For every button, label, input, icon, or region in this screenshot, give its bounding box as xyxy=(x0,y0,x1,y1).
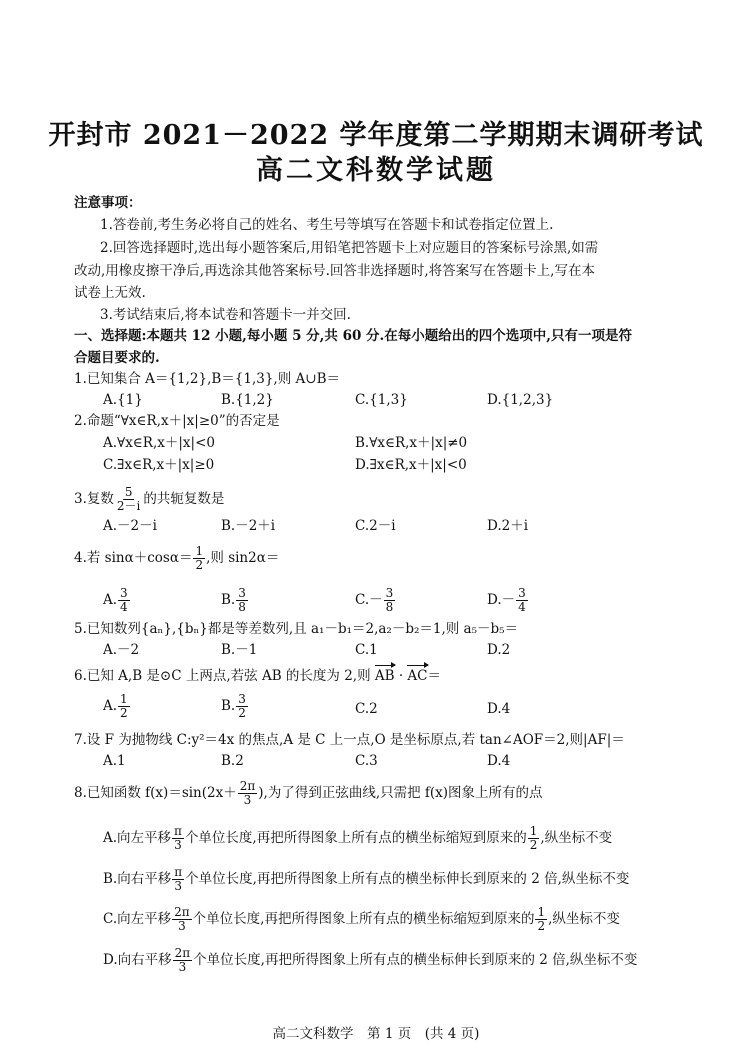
notice-item-3: 3.考试结束后,将本试卷和答题卡一并交回. xyxy=(100,307,351,323)
notice-item-2-cont: 改动,用橡皮擦干净后,再选涂其他答案标号.回答非选择题时,将答案写在答题卡上,写在本 xyxy=(74,263,595,279)
q8-option-b: B.向右平移 $\frac{\pi}{3}$ 个单位长度,再把所得图象上所有点的横坐标伸长到原来的 2 倍,纵坐标不变 xyxy=(103,865,630,893)
q3-option-a: A.－2－i xyxy=(103,518,157,534)
exam-title: 开封市 2021－2022 学年度第二学期期末调研考试 xyxy=(48,120,704,151)
q6-option-a: A. $\frac{1}{2}$ xyxy=(103,692,128,720)
q6-option-d: D.4 xyxy=(487,701,511,717)
section-heading: 一、选择题:本题共 12 小题,每小题 5 分,共 60 分.在每小题给出的四个选项中,只有一项是符 xyxy=(74,328,632,344)
question-1-stem: 1.已知集合 A＝{1,2},B＝{1,3},则 A∪B＝ xyxy=(74,371,340,387)
question-5-stem: 5.已知数列{aₙ},{bₙ}都是等差数列,且 a₁－b₁＝2,a₂－b₂＝1,则 a₅－b₅＝ xyxy=(74,621,519,637)
q7-option-c: C.3 xyxy=(355,753,378,769)
question-8-stem: 8.已知函数 f(x)＝sin(2x＋ $\frac{2\pi}{3}$ ),为了得到正弦曲线,只需把 f(x)图象上所有的点 xyxy=(74,779,543,807)
vector-ab: AB xyxy=(374,668,395,684)
q4-option-d: D.－ $\frac{3}{4}$ xyxy=(487,586,526,614)
q1-option-c: C.{1,3} xyxy=(355,392,408,408)
q8-option-d: D.向右平移 $\frac{2\pi}{3}$ 个单位长度,再把所得图象上所有点的横坐标伸长到原来的 2 倍,纵坐标不变 xyxy=(103,946,638,974)
q3-option-d: D.2＋i xyxy=(487,518,529,534)
q4-option-b: B. $\frac{3}{8}$ xyxy=(221,586,246,614)
q2-option-a: A.∀x∈R,x＋|x|<0 xyxy=(103,435,215,451)
q1-option-a: A.{1} xyxy=(103,392,143,408)
q5-option-b: B.－1 xyxy=(221,642,258,658)
question-4-stem: 4.若 sinα＋cosα＝ $\frac{1}{2}$ ,则 sin2α＝ xyxy=(74,544,280,572)
q7-option-d: D.4 xyxy=(487,753,511,769)
question-3-stem: 3.复数 $\frac{5}{2-i}$ 的共轭复数是 xyxy=(74,485,225,513)
section-heading-cont: 合题目要求的. xyxy=(74,350,160,366)
notice-item-1: 1.答卷前,考生务必将自己的姓名、考生号等填写在答题卡和试卷指定位置上. xyxy=(100,217,554,233)
q7-option-b: B.2 xyxy=(221,753,244,769)
notice-item-2-end: 试卷上无效. xyxy=(74,285,146,301)
q5-option-a: A.－2 xyxy=(103,642,140,658)
vector-ac: AC xyxy=(407,668,428,684)
notice-heading: 注意事项： xyxy=(74,195,142,211)
q2-option-c: C.∃x∈R,x＋|x|≥0 xyxy=(103,457,215,473)
q4-option-a: A. $\frac{3}{4}$ xyxy=(103,586,128,614)
q4-option-c: C.－ $\frac{3}{8}$ xyxy=(355,586,394,614)
exam-subtitle: 高二文科数学试题 xyxy=(256,155,496,186)
q5-option-c: C.1 xyxy=(355,642,378,658)
q2-option-d: D.∃x∈R,x＋|x|<0 xyxy=(355,457,467,473)
fraction: $\frac{1}{2}$ xyxy=(195,544,204,572)
q5-option-d: D.2 xyxy=(487,642,511,658)
q8-option-c: C.向左平移 $\frac{2\pi}{3}$ 个单位长度,再把所得图象上所有点的横坐标缩短到原来的 $\frac{1}{2}$ ,纵坐标不变 xyxy=(103,905,620,933)
notice-item-2: 2.回答选择题时,选出每小题答案后,用铅笔把答题卡上对应题目的答案标号涂黑,如需 xyxy=(100,240,599,256)
question-2-stem: 2.命题“∀x∈R,x＋|x|≥0”的否定是 xyxy=(74,413,280,429)
q1-option-b: B.{1,2} xyxy=(221,392,274,408)
q6-option-c: C.2 xyxy=(355,701,378,717)
question-7-stem: 7.设 F 为抛物线 C:y²＝4x 的焦点,A 是 C 上一点,O 是坐标原点,若 tan∠AOF＝2,则|AF|＝ xyxy=(74,732,625,748)
q7-option-a: A.1 xyxy=(103,753,126,769)
page-footer: 高二文科数学 第 1 页 (共 4 页) xyxy=(272,1026,480,1042)
q8-option-a: A.向左平移 $\frac{\pi}{3}$ 个单位长度,再把所得图象上所有点的横坐标缩短到原来的 $\frac{1}{2}$ ,纵坐标不变 xyxy=(103,824,613,852)
q6-option-b: B. $\frac{3}{2}$ xyxy=(221,692,246,720)
q3-option-c: C.2－i xyxy=(355,518,396,534)
fraction: $\frac{5}{2-i}$ xyxy=(116,485,141,513)
q3-option-b: B.－2＋i xyxy=(221,518,276,534)
q1-option-d: D.{1,2,3} xyxy=(487,392,554,408)
question-6-stem: 6.已知 A,B 是⊙C 上两点,若弦 AB 的长度为 2,则 AB · AC＝ xyxy=(74,668,442,684)
q2-option-b: B.∀x∈R,x＋|x|≠0 xyxy=(355,435,468,451)
